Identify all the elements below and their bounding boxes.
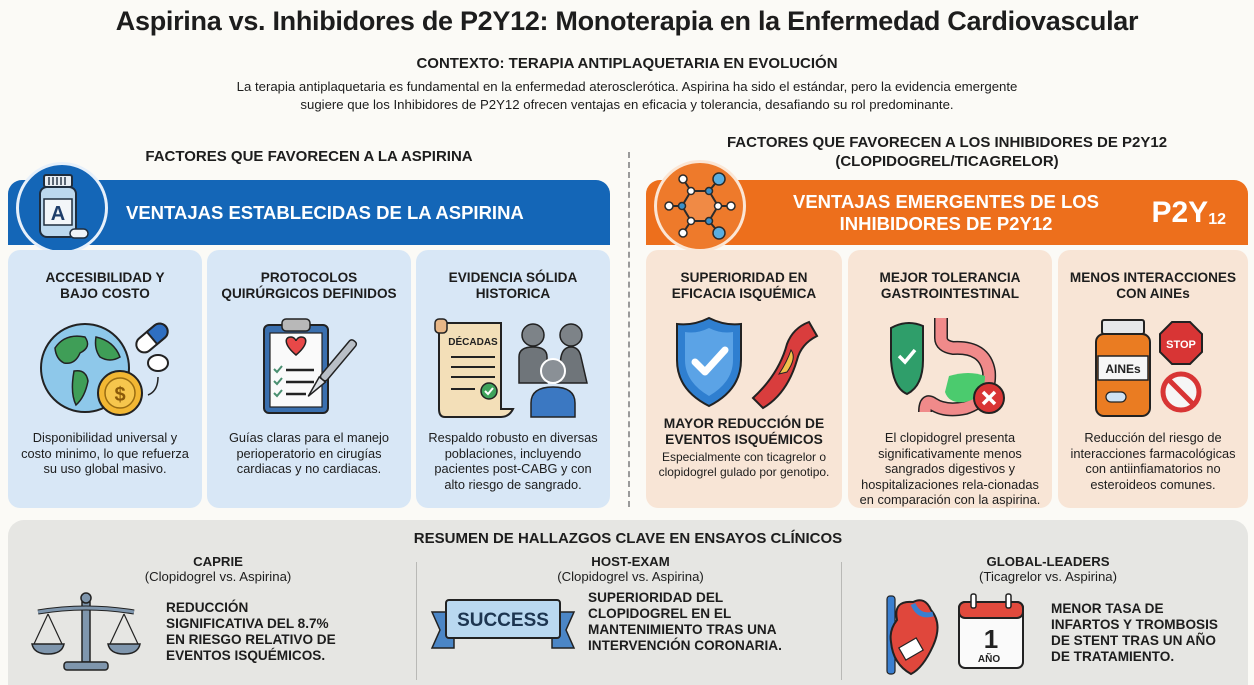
finding-line: INTERVENCIÓN CORONARIA. xyxy=(588,638,782,653)
card-illustration xyxy=(217,310,401,426)
card-title-line-2: QUIRÚRGICOS DEFINIDOS xyxy=(221,286,397,301)
finding-line: SUPERIORIDAD DEL xyxy=(588,590,724,605)
trial-comparison: (Clopidogrel vs. Aspirina) xyxy=(557,569,704,584)
finding-line: DE TRATAMIENTO. xyxy=(1051,649,1175,664)
p2y12-band-title-line-1: VENTAJAS EMERGENTES DE LOS xyxy=(793,190,1099,212)
aspirin-column-heading: FACTORES QUE FAVORECEN A LA ASPIRINA xyxy=(145,148,473,165)
trial-divider xyxy=(841,562,842,680)
context-line-1: La terapia antiplaquetaria es fundamental en la enfermedad aterosclerótica. Aspirina ha sido el estándar, pero la evidencia emergente xyxy=(236,79,1018,94)
trial-global-leaders xyxy=(853,554,1243,685)
p2y12-column-heading xyxy=(646,133,1248,171)
clinical-trials-summary xyxy=(8,520,1248,685)
finding-line: MANTENIMIENTO TRAS UNA xyxy=(588,622,777,637)
card-text: Reducción del riesgo de interacciones farmacológicas con antiinfiamatorios no esteroideos comunes. xyxy=(1070,430,1236,492)
p2y12-band-title xyxy=(776,191,1116,235)
trial-body xyxy=(28,590,408,674)
aspirin-band-title: VENTAJAS ESTABLECIDAS DE LA ASPIRINA xyxy=(126,201,524,223)
card-accesibilidad xyxy=(8,250,202,508)
finding-line: SIGNIFICATIVA DEL 8.7% xyxy=(166,616,329,631)
summary-heading: RESUMEN DE HALLAZGOS CLAVE EN ENSAYOS CLÍNICOS xyxy=(413,530,843,547)
trial-host-exam xyxy=(428,554,833,685)
card-text: Guías claras para el manejo perioperatorio en cirugías cardiacas y no cardiacas. xyxy=(228,430,390,476)
card-illustration xyxy=(1068,310,1238,426)
card-superioridad xyxy=(646,250,842,508)
finding-line: MENOR TASA DE xyxy=(1051,601,1164,616)
card-text: Respaldo robusto en diversas poblaciones, incluyendo pacientes post-CABG y con alto riesgo de sangrado. xyxy=(428,430,598,492)
trial-name: CAPRIE xyxy=(193,554,243,569)
card-illustration xyxy=(426,310,600,426)
shield-artery-icon xyxy=(669,314,819,410)
card-title xyxy=(18,270,192,304)
card-title-line-1: EVIDENCIA SÓLIDA xyxy=(448,270,578,285)
card-title xyxy=(426,270,600,304)
trial-name: GLOBAL-LEADERS xyxy=(986,554,1110,569)
scales-icon xyxy=(28,590,148,674)
card-title-line-2: GASTROINTESTINAL xyxy=(880,286,1020,301)
card-subtitle-line-2: EVENTOS ISQUÉMICOS xyxy=(665,432,823,447)
trial-name: HOST-EXAM xyxy=(591,554,670,569)
ainēs-bottle-stop-icon xyxy=(1088,316,1218,420)
card-title xyxy=(656,270,832,304)
p2y12-badge-sub: 12 xyxy=(1208,210,1226,228)
finding-line: EN RIESGO RELATIVO DE xyxy=(166,632,336,647)
card-title-line-1: MEJOR TOLERANCIA xyxy=(879,270,1021,285)
p2y12-molecule-emblem xyxy=(654,160,746,252)
column-divider xyxy=(628,152,630,507)
card-title-line-1: SUPERIORIDAD EN xyxy=(680,270,808,285)
finding-line: DE STENT TRAS UN AÑO xyxy=(1051,633,1216,648)
p2y12-band-title-line-2: INHIBIDORES DE P2Y12 xyxy=(839,212,1053,234)
card-illustration xyxy=(858,310,1042,426)
card-title xyxy=(858,270,1042,304)
card-title xyxy=(1068,270,1238,304)
trial-comparison: (Clopidogrel vs. Aspirina) xyxy=(144,569,292,584)
p2y12-heading-line-2: (CLOPIDOGREL/TICAGRELOR) xyxy=(835,153,1059,170)
context-heading: CONTEXTO: TERAPIA ANTIPLAQUETARIA EN EVOLUCIÓN xyxy=(416,55,838,72)
card-title-line-1: MENOS INTERACCIONES xyxy=(1069,270,1237,285)
card-subtitle-line-1: MAYOR REDUCCIÓN DE xyxy=(663,416,825,431)
card-evidencia xyxy=(416,250,610,508)
card-interacciones xyxy=(1058,250,1248,508)
card-text: El clopidogrel presenta significativamente menos sangrados digestivos y hospitalizaciones rela-cionadas en comparación con la aspirina. xyxy=(859,430,1041,507)
trial-body xyxy=(853,590,1243,676)
card-text: Especialmente con ticagrelor o clopidogrel gulado por genotipo. xyxy=(658,450,830,479)
scroll-people-icon xyxy=(433,313,593,423)
p2y12-heading-line-1: FACTORES QUE FAVORECEN A LOS INHIBIDORES DE P2Y12 xyxy=(726,134,1168,151)
card-title-line-1: ACCESIBILIDAD Y xyxy=(45,270,165,285)
p2y12-badge-main: P2Y xyxy=(1151,195,1209,229)
trial-body xyxy=(428,590,833,654)
card-tolerancia xyxy=(848,250,1052,508)
molecule-icon xyxy=(663,169,737,243)
finding-line: EVENTOS ISQUÉMICOS. xyxy=(166,648,326,663)
trial-finding xyxy=(1051,601,1218,665)
trial-finding xyxy=(166,600,336,664)
trial-finding xyxy=(588,590,782,654)
context-line-2: sugiere que los Inhibidores de P2Y12 ofrecen ventajas en eficacia y tolerancia, desafiando su rol predominante. xyxy=(300,97,954,112)
heart-stent-calendar-icon xyxy=(877,590,1037,676)
success-banner-icon xyxy=(428,590,578,654)
card-title-line-2: CON AINEs xyxy=(1116,286,1190,301)
card-title xyxy=(217,270,401,304)
card-title-line-2: EFICACIA ISQUÉMICA xyxy=(671,286,817,301)
svg-text:AÑO: AÑO xyxy=(977,654,1001,665)
svg-text:STOP: STOP xyxy=(1166,339,1196,351)
svg-text:$: $ xyxy=(114,384,126,406)
card-illustration xyxy=(656,310,832,414)
aspirin-bottle-emblem xyxy=(16,162,108,254)
finding-line: INFARTOS Y TROMBOSIS xyxy=(1051,617,1218,632)
svg-text:AINEs: AINEs xyxy=(1105,362,1141,376)
page-title: Aspirina vs. Inhibidores de P2Y12: Monoterapia en la Enfermedad Cardiovascular xyxy=(115,6,1139,36)
globe-coin-pill-icon xyxy=(30,313,180,423)
svg-text:DÉCADAS: DÉCADAS xyxy=(448,337,498,348)
card-title-line-1: PROTOCOLOS xyxy=(260,270,358,285)
context-paragraph xyxy=(150,78,1104,114)
stomach-shield-icon xyxy=(885,316,1015,420)
finding-line: CLOPIDOGREL EN EL xyxy=(588,606,732,621)
card-subtitle xyxy=(656,416,832,448)
svg-text:A: A xyxy=(50,203,66,225)
svg-text:1: 1 xyxy=(983,624,999,654)
trial-comparison: (Ticagrelor vs. Aspirina) xyxy=(978,569,1118,584)
card-title-line-2: BAJO COSTO xyxy=(60,286,150,301)
card-illustration xyxy=(18,310,192,426)
trial-caprie xyxy=(28,554,408,685)
finding-line: REDUCCIÓN xyxy=(166,600,249,615)
clipboard-scalpel-icon xyxy=(254,313,364,423)
p2y12-badge xyxy=(1151,196,1226,230)
card-protocolos xyxy=(207,250,411,508)
svg-text:SUCCESS: SUCCESS xyxy=(457,610,549,631)
aspirin-bottle-icon xyxy=(32,173,92,243)
trial-divider xyxy=(416,562,417,680)
card-title-line-2: HISTORICA xyxy=(475,286,551,301)
card-text: Disponibilidad universal y costo minimo, lo que refuerza su uso global masivo. xyxy=(21,430,189,476)
